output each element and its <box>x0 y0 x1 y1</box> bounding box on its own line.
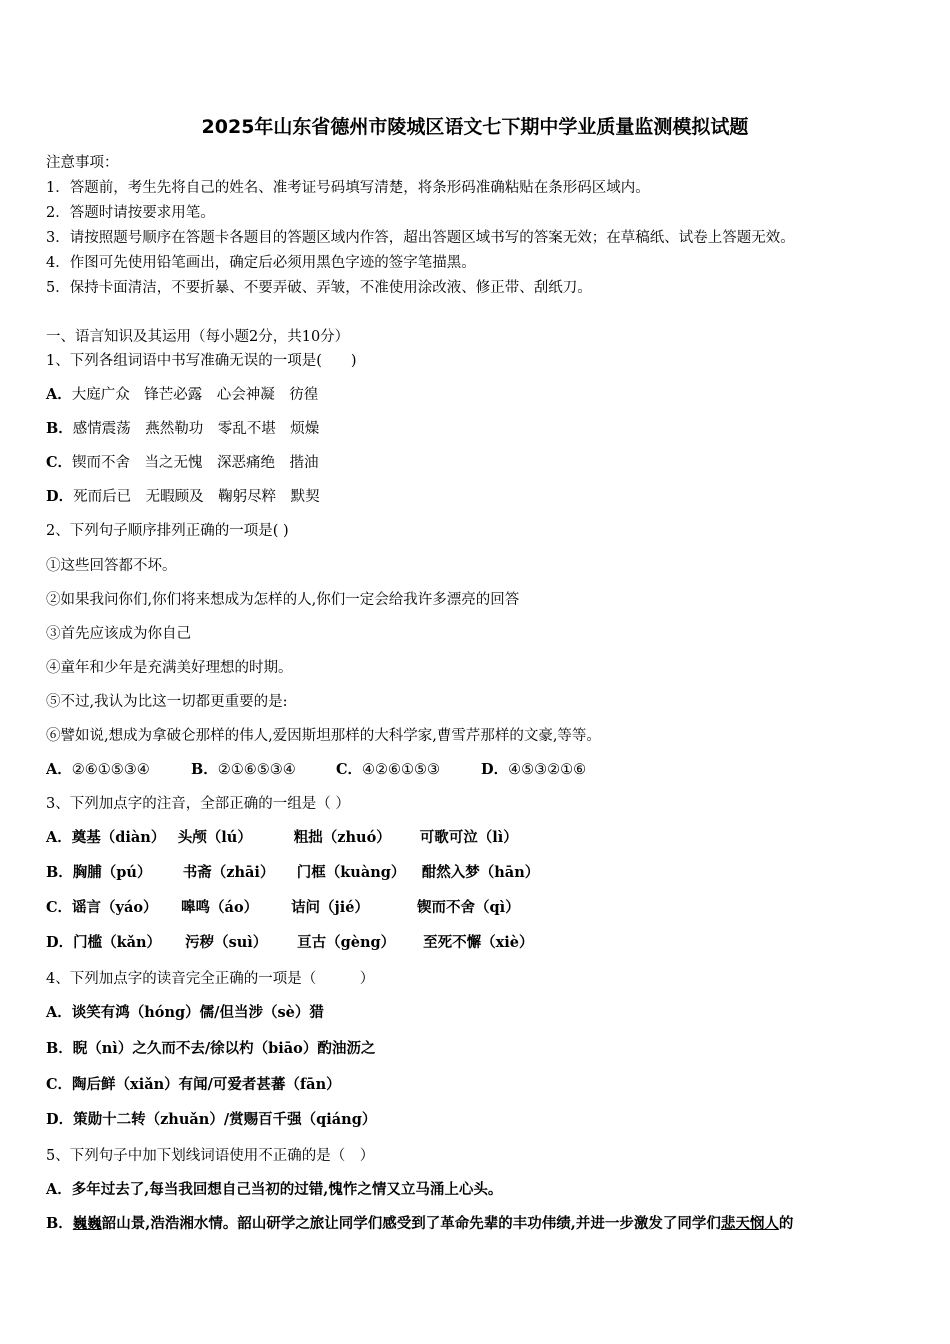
option-text: 陶后鲜（xiǎn）有闻/可爱者甚蕃（fān） <box>72 1076 341 1093</box>
option-text: ②①⑥⑤③④ <box>217 762 296 778</box>
question-2-sentence: ②如果我问你们,你们将来想成为怎样的人,你们一定会给我许多漂亮的回答 <box>46 592 520 608</box>
option-text: ②⑥①⑤③④ <box>71 762 150 778</box>
option-text: 之情又立马涌上心头。 <box>357 1181 503 1198</box>
question-2-stem: 2、下列句子顺序排列正确的一项是( ) <box>46 523 289 539</box>
option-label: B． <box>191 761 218 778</box>
question-2-option-c <box>336 760 481 780</box>
option-text: 谈笑有鸿（hóng）儒/但当涉（sè）猎 <box>71 1004 324 1021</box>
question-2-sentence: ⑥譬如说,想成为拿破仑那样的伟人,爱因斯坦那样的大科学家,曹雪芹那样的文豪,等等。 <box>46 728 601 744</box>
pinyin-item: 至死不懈（xiè） <box>423 934 534 951</box>
option-text: ④②⑥①⑤③ <box>362 762 441 778</box>
pinyin-item: 酣然入梦（hān） <box>421 864 540 881</box>
question-2-option-d <box>481 760 586 780</box>
underlined-word: 愧怍 <box>328 1181 358 1198</box>
option-label: A． <box>46 1004 72 1021</box>
option-label: D． <box>46 934 74 951</box>
pinyin-item: 亘古（gèng） <box>297 934 396 951</box>
option-label: B． <box>46 1040 73 1057</box>
option-label: A． <box>46 761 72 778</box>
notice-item: 4．作图可先使用铅笔画出，确定后必须用黑色字迹的签字笔描黑。 <box>46 255 476 271</box>
option-label: C． <box>46 899 73 916</box>
pinyin-item: 头颅（lú） <box>177 829 252 846</box>
option-text: ④⑤③②①⑥ <box>508 762 587 778</box>
option-text: 死而后已 无暇顾及 鞠躬尽粹 默契 <box>73 489 320 505</box>
question-2-sentence: ①这些回答都不坏。 <box>46 558 177 574</box>
notice-item: 5．保持卡面清洁，不要折暴、不要弄破、弄皱，不准使用涂改液、修正带、刮纸刀。 <box>46 280 592 296</box>
question-2-sentence: ⑤不过,我认为比这一切都更重要的是: <box>46 694 288 710</box>
option-label: D． <box>481 761 509 778</box>
question-2-options <box>46 760 586 780</box>
pinyin-item: 污秽（suì） <box>185 934 268 951</box>
question-3-row-b <box>46 863 539 883</box>
option-label: B． <box>46 420 73 437</box>
pinyin-item: 谣言（yáo） <box>72 899 158 916</box>
notice-item: 1．答题前，考生先将自己的姓名、准考证号码填写清楚，将条形码准确粘贴在条形码区域内。 <box>46 180 650 196</box>
option-text: 韶山景,浩浩湘水情。韶山研学之旅让同学们感受到了革命先辈的丰功伟绩,并进一步激发了同学们 <box>101 1215 721 1232</box>
notice-heading: 注意事项： <box>46 155 119 171</box>
question-3-stem: 3、下列加点字的注音，全部正确的一组是（ ） <box>46 796 350 812</box>
question-1-option-a <box>46 385 318 405</box>
underlined-word: 巍巍 <box>72 1215 102 1232</box>
pinyin-item: 胸脯（pú） <box>72 864 152 881</box>
question-4-option-a <box>46 1003 324 1023</box>
option-text: 大庭广众 锋芒必露 心会神凝 彷徨 <box>71 387 319 403</box>
option-text: 睨（nì）之久而不去/徐以杓（biāo）酌油沥之 <box>72 1040 376 1057</box>
question-5-option-b <box>46 1214 793 1234</box>
option-label: D． <box>46 488 74 505</box>
option-label: B． <box>46 1215 73 1232</box>
option-label: B． <box>46 864 73 881</box>
option-text: 多年过去了,每当我回想自己当初的过错, <box>71 1181 329 1198</box>
option-label: A． <box>46 386 72 403</box>
question-3-row-c <box>46 898 520 918</box>
section-heading: 一、语言知识及其运用（每小题2分，共10分） <box>46 329 350 345</box>
pinyin-item: 书斋（zhāi） <box>182 864 275 881</box>
option-text: 的 <box>778 1215 794 1232</box>
pinyin-item: 诘问（jié） <box>291 899 370 916</box>
pinyin-item: 粗拙（zhuó） <box>293 829 391 846</box>
question-2-option-b <box>191 760 336 780</box>
option-label: A． <box>46 829 72 846</box>
page-title: 2025年山东省德州市陵城区语文七下期中学业质量监测模拟试题 <box>201 116 749 138</box>
option-text: 感情震荡 燕然勒功 零乱不堪 烦燥 <box>72 421 320 437</box>
pinyin-item: 嗥鸣（áo） <box>181 899 259 916</box>
option-label: A． <box>46 1181 72 1198</box>
pinyin-item: 门槛（kǎn） <box>73 934 162 951</box>
pinyin-item: 可歌可泣（lì） <box>419 829 518 846</box>
notice-item: 3．请按照题号顺序在答题卡各题目的答题区域内作答，超出答题区域书写的答案无效；在草稿纸、试卷上答题无效。 <box>46 230 795 246</box>
question-2-option-a <box>46 760 191 780</box>
question-5-stem: 5、下列句子中加下划线词语使用不正确的是（ ） <box>46 1148 375 1164</box>
option-text: 策勋十二转（zhuǎn）/赏赐百千强（qiáng） <box>73 1111 377 1128</box>
question-1-option-b <box>46 419 319 439</box>
pinyin-item: 门框（kuàng） <box>296 864 406 881</box>
question-4-option-b <box>46 1039 375 1059</box>
question-3-row-d <box>46 933 533 953</box>
underlined-word: 悲天悯人 <box>720 1215 779 1232</box>
question-1-stem: 1、下列各组词语中书写准确无误的一项是( ) <box>46 353 357 369</box>
question-4-option-c <box>46 1075 341 1095</box>
pinyin-item: 奠基（diàn） <box>71 829 166 846</box>
option-label: D． <box>46 1111 74 1128</box>
question-1-option-c <box>46 453 319 473</box>
question-2-sentence: ③首先应该成为你自己 <box>46 626 191 642</box>
option-label: C． <box>46 454 73 471</box>
question-3-row-a <box>46 828 518 848</box>
pinyin-item: 锲而不舍（qì） <box>417 899 520 916</box>
option-label: C． <box>46 1076 73 1093</box>
notice-item: 2．答题时请按要求用笔。 <box>46 205 215 221</box>
question-1-option-d <box>46 487 320 507</box>
option-label: C． <box>336 761 363 778</box>
question-2-sentence: ④童年和少年是充满美好理想的时期。 <box>46 660 293 676</box>
question-4-stem: 4、下列加点字的读音完全正确的一项是（ ） <box>46 971 375 987</box>
option-text: 锲而不舍 当之无愧 深恶痛绝 揩油 <box>72 455 319 471</box>
question-5-option-a <box>46 1180 502 1200</box>
question-4-option-d <box>46 1110 376 1130</box>
